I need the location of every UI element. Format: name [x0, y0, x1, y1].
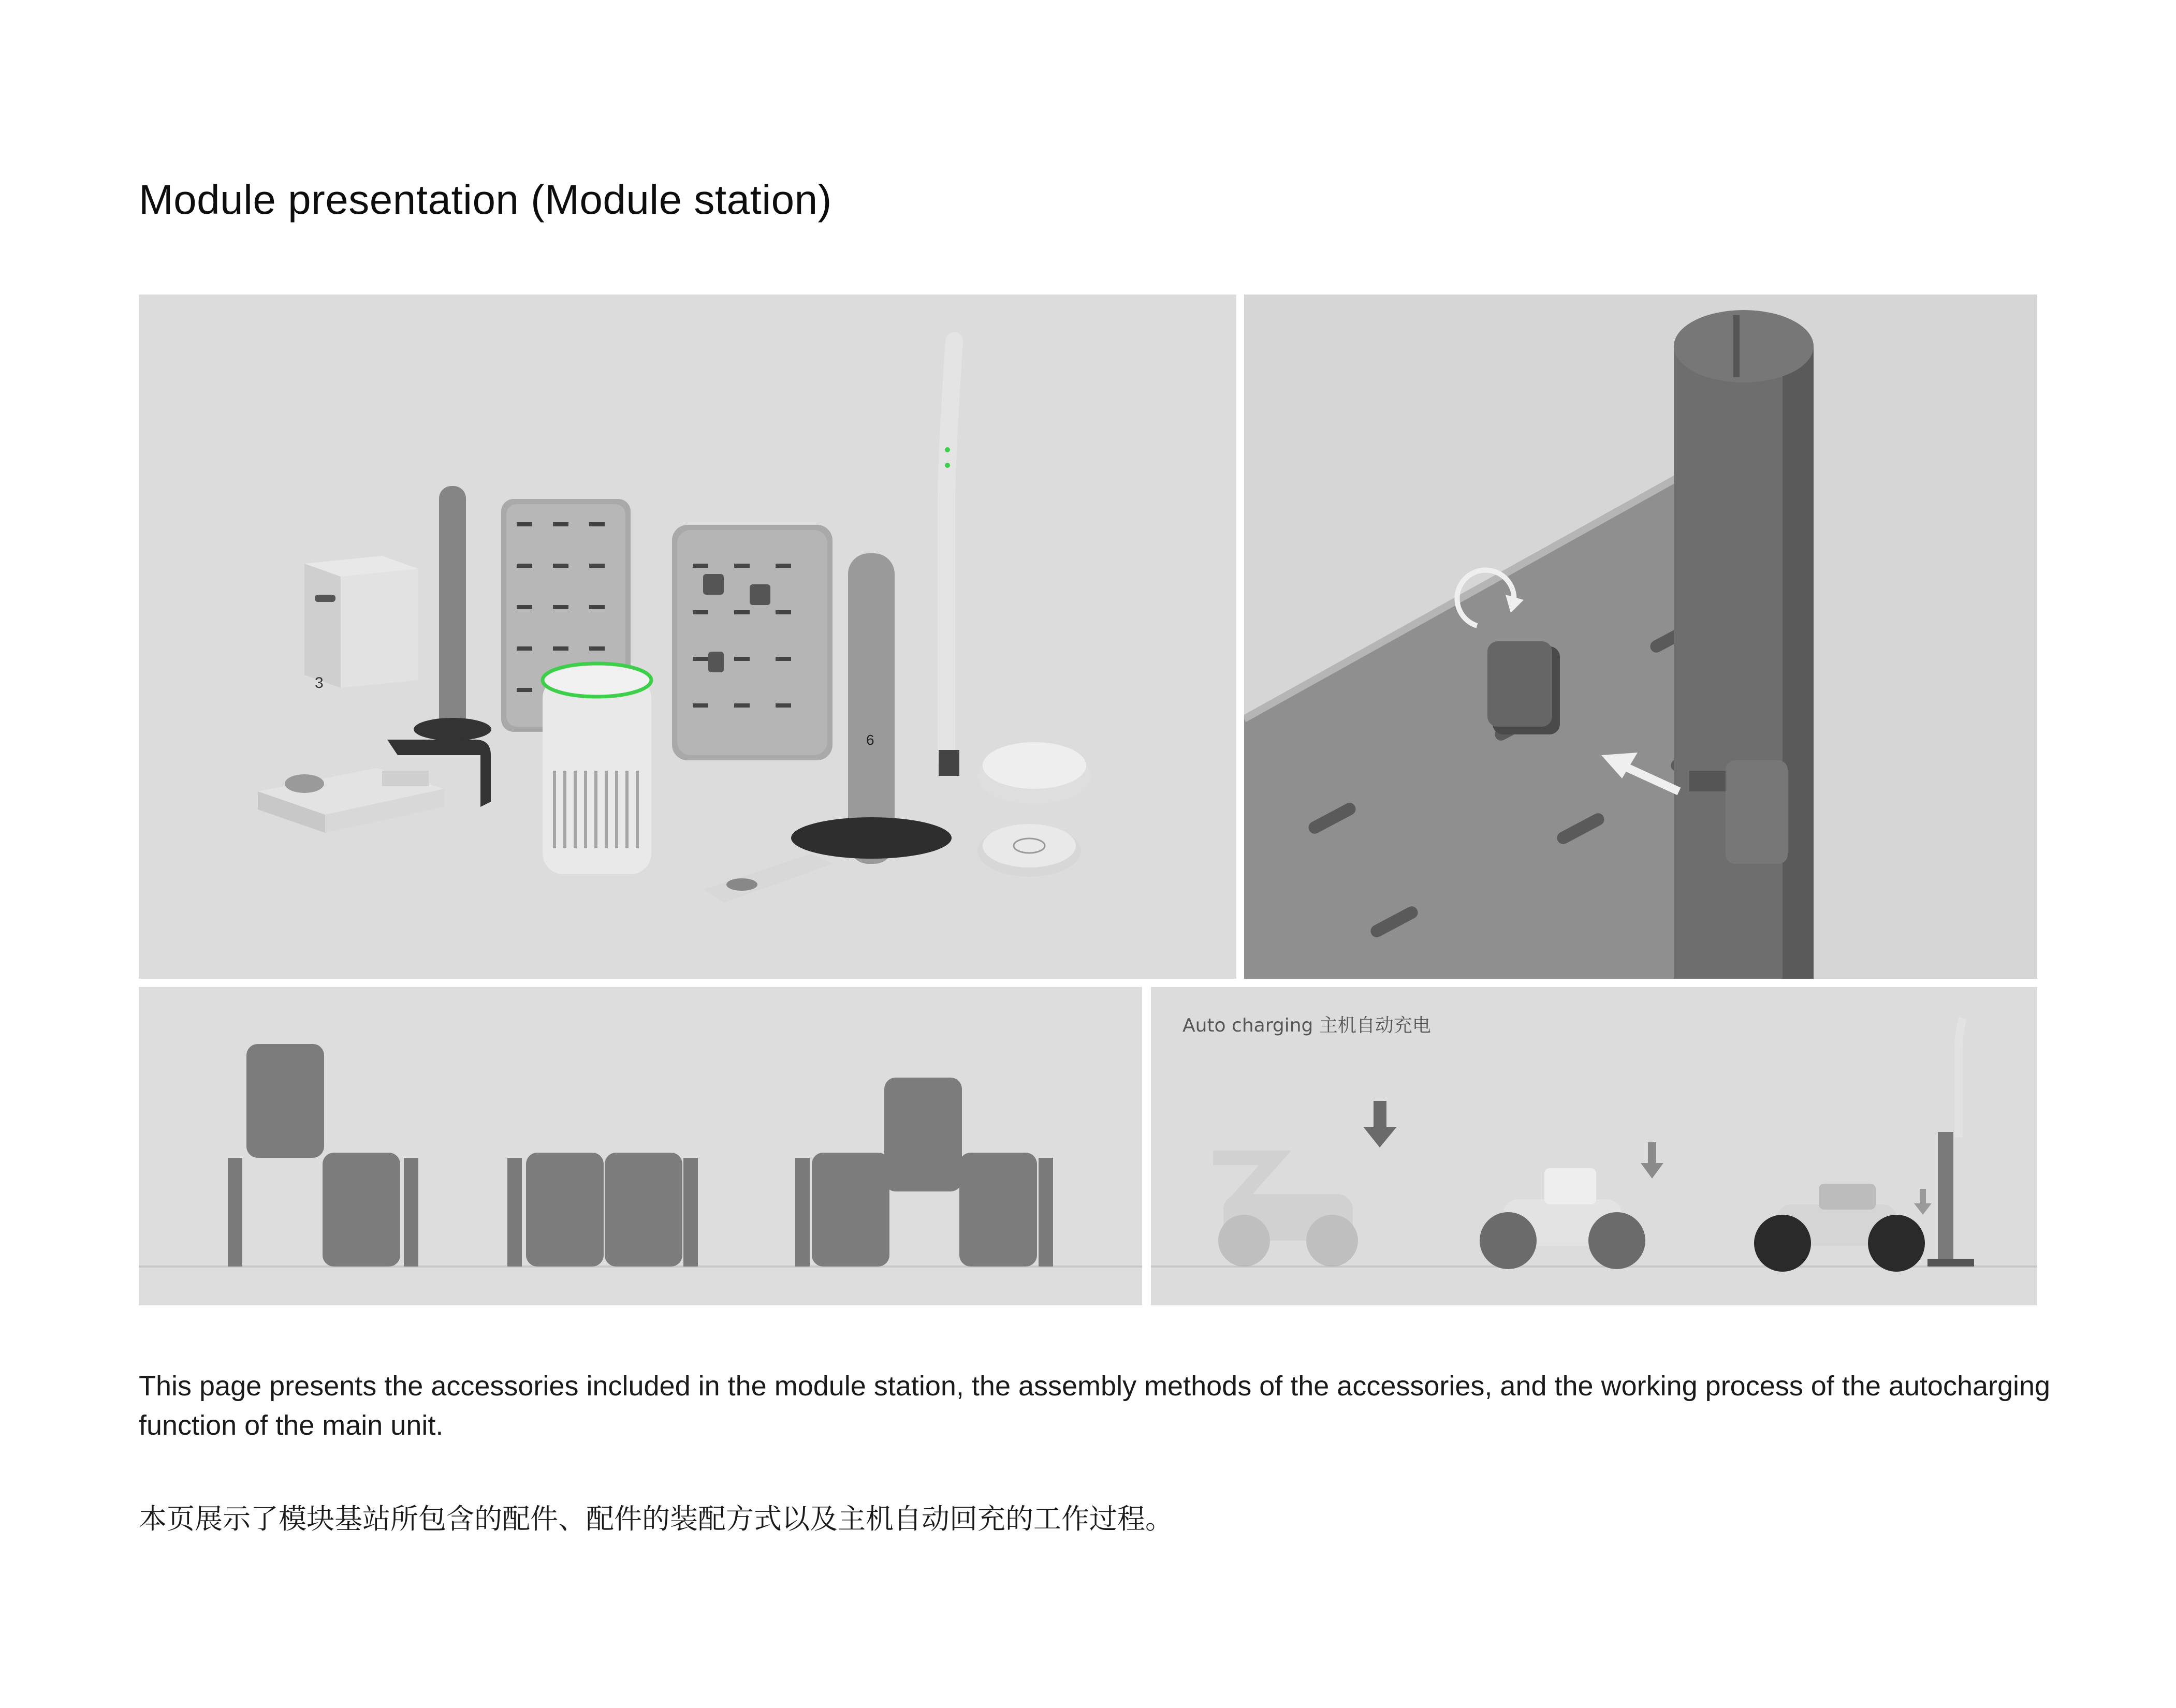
mounting-closeup-panel [1244, 295, 2037, 979]
description-english: This page presents the accessories included in the module station, the assembly methods of the accessories, and the working process of the autocharging function of the main unit. [139, 1371, 2051, 1441]
robot-stage-2 [1480, 1168, 1645, 1269]
accessories-illustration [139, 295, 1236, 979]
pegboard-2 [672, 525, 833, 760]
down-arrow-icon [1914, 1189, 1932, 1215]
assembly-methods-illustration [139, 987, 1142, 1305]
configuration-2 [507, 1153, 698, 1267]
vacuum-wand [939, 341, 959, 776]
page-title: Module presentation (Module station) [139, 176, 832, 223]
storage-box [304, 556, 418, 691]
accessories-render-panel [139, 295, 1236, 979]
assembly-methods-panel [139, 987, 1142, 1305]
svg-text:6: 6 [866, 732, 874, 748]
charging-dock [1927, 1018, 1974, 1267]
configuration-1 [228, 1044, 418, 1267]
pole-stand-1 [414, 486, 491, 741]
configuration-3 [795, 1078, 1053, 1267]
round-charger-2 [977, 824, 1081, 877]
robot-stage-1 [1213, 1158, 1358, 1267]
support-pole [1674, 310, 1814, 979]
description-chinese: 本页展示了模块基站所包含的配件、配件的装配方式以及主机自动回充的工作过程。 [139, 1503, 1173, 1535]
svg-text:3: 3 [315, 674, 324, 691]
down-arrow-icon [1363, 1101, 1397, 1147]
remote-dock [703, 853, 833, 903]
mop-base [258, 768, 444, 833]
hook-clip-1 [1487, 641, 1560, 734]
air-purifier [543, 664, 651, 874]
down-arrow-icon [1641, 1142, 1663, 1179]
auto-charging-caption: Auto charging 主机自动充电 [1182, 1015, 1431, 1036]
mounting-closeup-illustration [1244, 295, 2037, 979]
robot-stage-3 [1754, 1184, 1925, 1272]
round-charger-1 [977, 742, 1091, 804]
